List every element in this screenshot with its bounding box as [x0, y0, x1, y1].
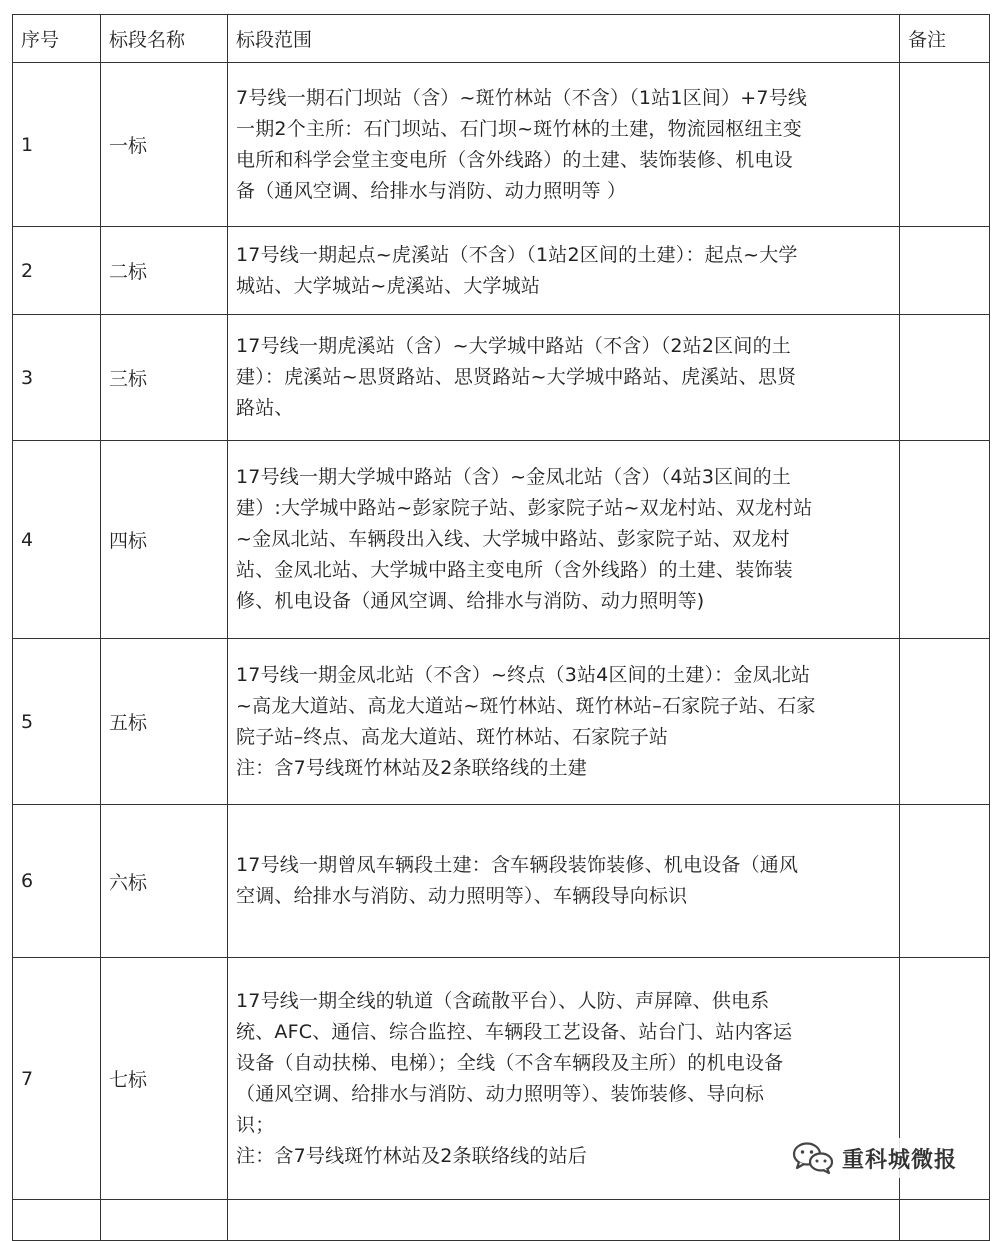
cell-section-name: 二标 [101, 227, 228, 315]
range-line: 17号线一期大学城中路站（含）~金凤北站（含）（4站3区间的土 [236, 466, 791, 488]
range-line: 17号线一期金凤北站（不含）~终点（3站4区间的土建）：金凤北站 [236, 663, 811, 686]
watermark-text: 重科城微报 [842, 1147, 958, 1173]
bid-section-table [12, 14, 990, 1241]
cell-index [13, 1200, 101, 1241]
cell-remark [900, 441, 990, 639]
range-line: 备（通风空调、给排水与消防、动力照明等 ） [236, 179, 627, 202]
range-line: 设备（自动扶梯、电梯）；全线（不含车辆段及主所）的机电设备 [236, 1051, 784, 1074]
cell-remark [900, 315, 990, 441]
range-line: 识； [236, 1113, 275, 1136]
cell-section-range [228, 227, 900, 315]
header-remark: 备注 [900, 15, 990, 63]
range-line: 17号线一期曾凤车辆段土建：含车辆段装饰装修、机电设备（通风 [236, 854, 799, 876]
cell-remark [900, 805, 990, 958]
range-line: 院子站–终点、高龙大道站、斑竹林站、石家院子站 [236, 725, 669, 748]
cell-section-name: 五标 [101, 639, 228, 805]
range-line: 17号线一期全线的轨道（含疏散平台）、人防、声屏障、供电系 [236, 989, 770, 1012]
header-section-name: 标段名称 [101, 15, 228, 63]
cell-remark [900, 1200, 990, 1241]
header-index: 序号 [13, 15, 101, 63]
range-line: 空调、给排水与消防、动力照明等）、车辆段导向标识 [236, 885, 688, 907]
cell-remark [900, 63, 990, 227]
range-line: 统、AFC、通信、综合监控、车辆段工艺设备、站台门、站内客运 [236, 1020, 793, 1043]
watermark [790, 1138, 986, 1178]
table-row [13, 805, 990, 958]
range-line: 7号线一期石门坝站（含）~斑竹林站（不含）（1站1区间）+7号线 [236, 86, 808, 109]
cell-index: 4 [13, 441, 101, 639]
cell-index: 6 [13, 805, 101, 958]
cell-section-range [228, 805, 900, 958]
table-row [13, 315, 990, 441]
cell-section-range [228, 1200, 900, 1241]
cell-index: 1 [13, 63, 101, 227]
cell-index: 5 [13, 639, 101, 805]
range-line: 一期2个主所：石门坝站、石门坝~斑竹林的土建，物流园枢纽主变 [236, 117, 803, 140]
cell-index: 2 [13, 227, 101, 315]
range-line: 建）:大学城中路站~彭家院子站、彭家院子站~双龙村站、双龙村站 [236, 497, 813, 519]
range-line: 注：含7号线斑竹林站及2条联络线的站后 [236, 1144, 587, 1167]
range-line: 修、机电设备（通风空调、给排水与消防、动力照明等) [236, 590, 705, 612]
cell-section-name: 一标 [101, 63, 228, 227]
range-line: 建）：虎溪站~思贤路站、思贤路站~大学城中路站、虎溪站、思贤 [236, 366, 797, 388]
range-line: （通风空调、给排水与消防、动力照明等）、装饰装修、导向标 [236, 1082, 765, 1105]
range-line: 城站、大学城站~虎溪站、大学城站 [236, 274, 541, 297]
range-line: ~高龙大道站、高龙大道站~斑竹林站、斑竹林站–石家院子站、石家 [236, 694, 816, 717]
range-line: 17号线一期起点~虎溪站（不含）（1站2区间的土建）：起点~大学 [236, 243, 798, 266]
table-row [13, 227, 990, 315]
cell-section-range [228, 639, 900, 805]
cell-remark [900, 227, 990, 315]
cell-section-range [228, 315, 900, 441]
range-line: 站、金凤北站、大学城中路主变电所（含外线路）的土建、装饰装 [236, 559, 793, 581]
table-row [13, 63, 990, 227]
header-section-range: 标段范围 [228, 15, 900, 63]
range-line: 电所和科学会堂主变电所（含外线路）的土建、装饰装修、机电设 [236, 148, 793, 171]
cell-section-range [228, 441, 900, 639]
cell-section-name: 七标 [101, 958, 228, 1200]
table-header-row [13, 15, 990, 63]
cell-section-name [101, 1200, 228, 1241]
cell-section-range [228, 63, 900, 227]
cell-remark [900, 639, 990, 805]
cell-index: 3 [13, 315, 101, 441]
cell-section-name: 三标 [101, 315, 228, 441]
table-row [13, 441, 990, 639]
table-row-partial [13, 1200, 990, 1241]
cell-section-name: 六标 [101, 805, 228, 958]
range-line: 路站、 [236, 397, 294, 419]
range-line: 17号线一期虎溪站（含）~大学城中路站（不含）（2站2区间的土 [236, 335, 791, 357]
range-line: ~金凤北站、车辆段出入线、大学城中路站、彭家院子站、双龙村 [236, 528, 790, 550]
table-row [13, 639, 990, 805]
wechat-icon [790, 1140, 836, 1176]
cell-section-name: 四标 [101, 441, 228, 639]
range-line: 注：含7号线斑竹林站及2条联络线的土建 [236, 756, 587, 779]
cell-index: 7 [13, 958, 101, 1200]
